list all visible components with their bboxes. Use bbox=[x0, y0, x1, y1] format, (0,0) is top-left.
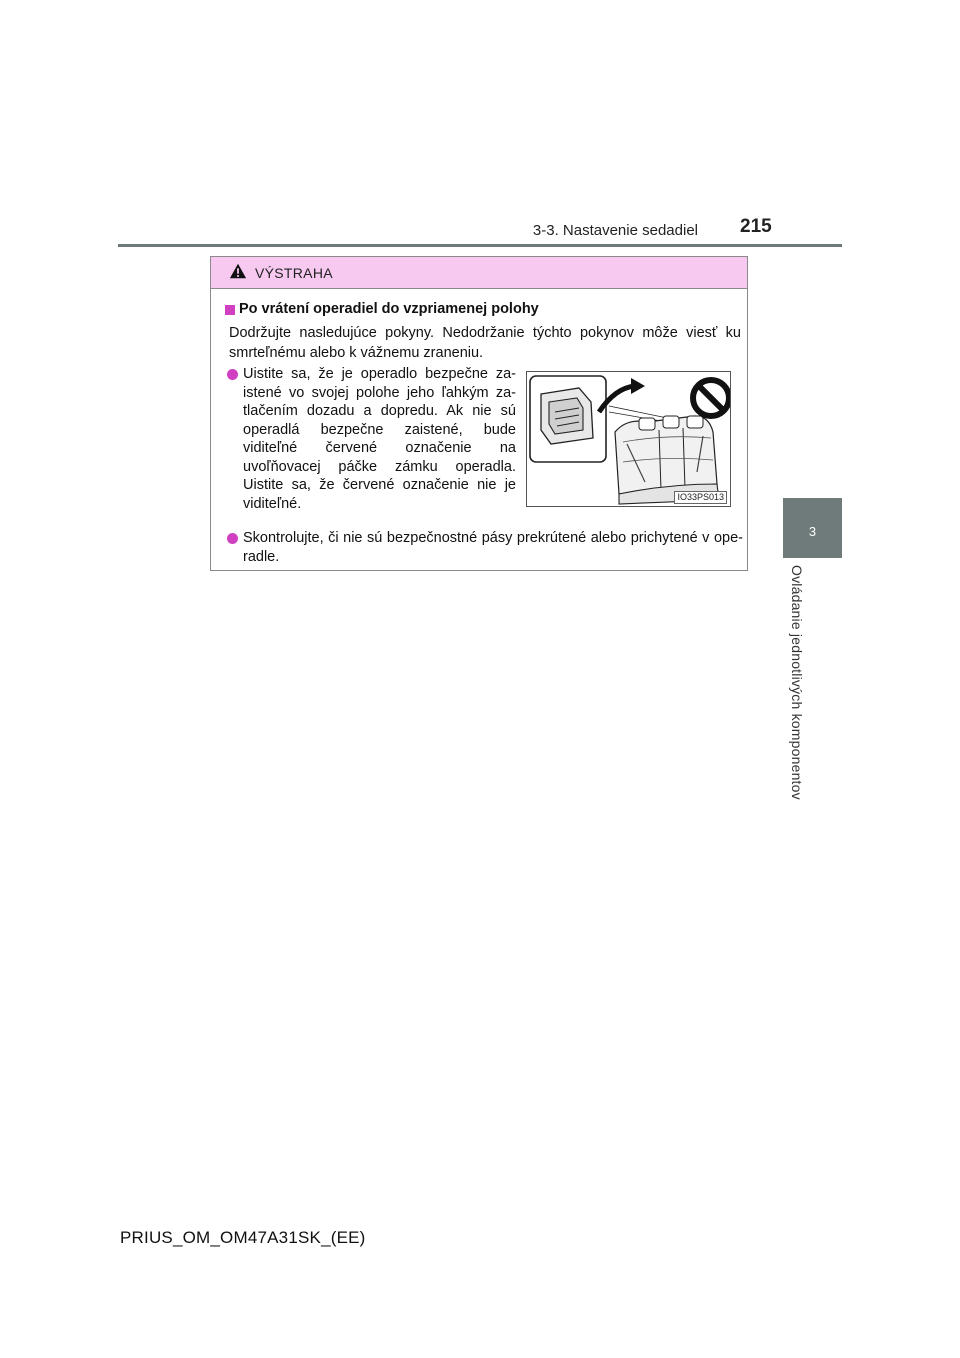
document-code: PRIUS_OM_OM47A31SK_(EE) bbox=[120, 1228, 366, 1247]
chapter-tab bbox=[783, 498, 842, 558]
page-number: 215 bbox=[740, 216, 772, 237]
warning-header bbox=[211, 257, 747, 289]
warning-triangle-icon bbox=[229, 262, 247, 280]
warning-intro: Dodržujte nasledujúce pokyny. Nedodržanie týchto pokynov môže viesť ku smrteľnému alebo k vážnemu zraneniu. bbox=[229, 325, 741, 361]
square-bullet-icon bbox=[225, 305, 235, 315]
chapter-number: 3 bbox=[808, 524, 817, 539]
header-rule bbox=[118, 244, 842, 247]
section-title: 3-3. Nastavenie sedadiel bbox=[532, 222, 698, 239]
bullet-seat-lock: Uistite sa, že je operadlo bezpečne za-istené vo svojej polohe jeho ľahkým za-tlačením dozadu a dopredu. Ak nie sú operadlá bezpečne zaistené, bude viditeľné červené označenie na uvoľňovacej páčke zámku operadla. Uistite sa, že červené označenie nie je viditeľné. bbox=[243, 366, 516, 512]
illustration-code: IO33PS013 bbox=[674, 491, 727, 504]
warning-box bbox=[210, 256, 748, 571]
bullet-seatbelts: Skontrolujte, či nie sú bezpečnostné pásy prekrútené alebo prichytené v ope-radle. bbox=[243, 530, 743, 565]
seat-lock-illustration-icon bbox=[527, 372, 731, 507]
warning-title: VÝSTRAHA bbox=[255, 265, 333, 281]
round-bullet-icon bbox=[227, 533, 238, 544]
round-bullet-icon bbox=[227, 369, 238, 380]
seat-illustration bbox=[526, 371, 731, 507]
warning-subtitle: Po vrátení operadiel do vzpriamenej polohy bbox=[239, 301, 539, 317]
chapter-label: Ovládanie jednotlivých komponentov bbox=[789, 565, 805, 800]
